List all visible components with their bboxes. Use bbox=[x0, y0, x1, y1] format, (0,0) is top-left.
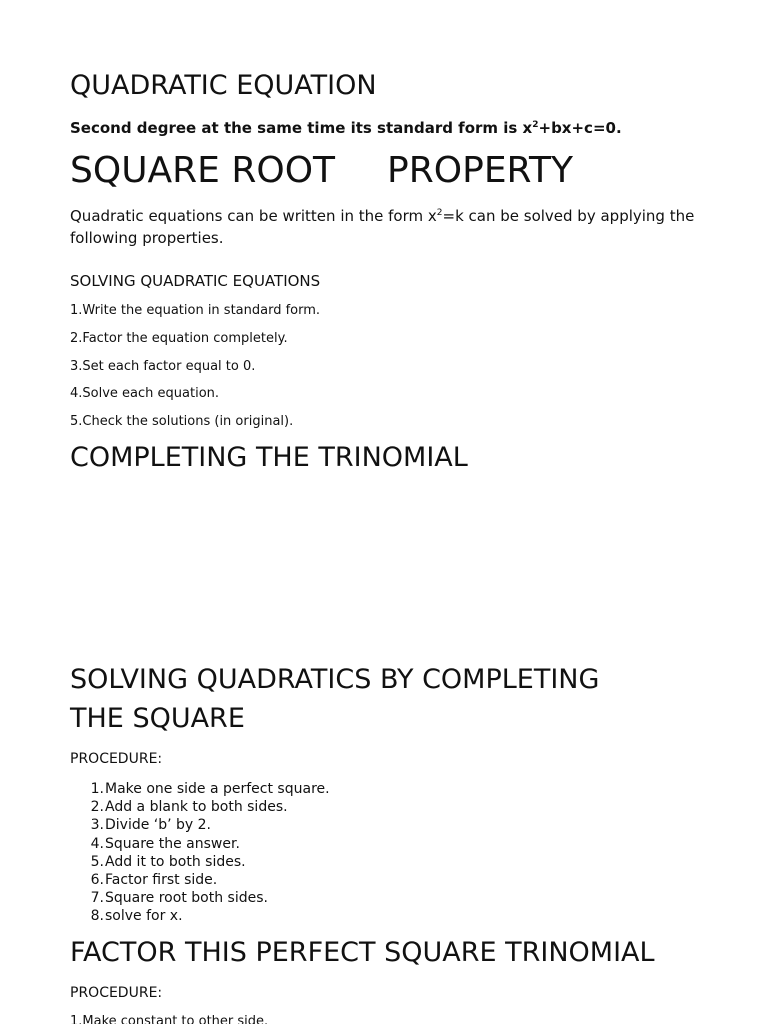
solving-step: 2.Factor the equation completely. bbox=[70, 331, 288, 346]
list-item bbox=[70, 780, 330, 798]
list-item-text: Square the answer. bbox=[105, 835, 240, 852]
factor-procedure-label: PROCEDURE: bbox=[70, 985, 163, 1001]
factor-first-step: 1.Make constant to other side. bbox=[70, 1014, 269, 1024]
solving-step: 4.Solve each equation. bbox=[70, 386, 220, 401]
procedure-label: PROCEDURE: bbox=[70, 751, 163, 767]
list-item bbox=[70, 835, 330, 853]
list-item-number: 1. bbox=[90, 781, 104, 797]
completing-square-heading-line1: SOLVING QUADRATICS BY COMPLETING bbox=[70, 664, 600, 695]
list-item-text: Factor first side. bbox=[105, 872, 218, 889]
square-root-heading-word1: SQUARE ROOT bbox=[70, 150, 336, 191]
completing-trinomial-heading: COMPLETING THE TRINOMIAL bbox=[70, 442, 468, 473]
solving-step: 3.Set each factor equal to 0. bbox=[70, 359, 256, 374]
list-item-number: 8. bbox=[90, 908, 104, 925]
list-item-text: Add a blank to both sides. bbox=[105, 799, 288, 816]
square-root-para-exponent: 2 bbox=[436, 208, 443, 218]
list-item-text: Square root both sides. bbox=[105, 890, 268, 907]
list-item-number: 7. bbox=[90, 890, 104, 907]
list-item-text: solve for x. bbox=[105, 908, 183, 925]
definition-text bbox=[70, 119, 622, 137]
list-item bbox=[70, 889, 330, 907]
list-item-number: 3. bbox=[90, 817, 104, 834]
solving-step: 1.Write the equation in standard form. bbox=[70, 303, 321, 318]
definition-after: +bx+c=0. bbox=[538, 119, 622, 137]
list-item-number: 4. bbox=[90, 835, 104, 852]
square-root-para-before: Quadratic equations can be written in the form x bbox=[70, 207, 437, 225]
square-root-heading-word2: PROPERTY bbox=[387, 150, 573, 191]
list-item-number: 6. bbox=[90, 872, 104, 889]
list-item bbox=[70, 798, 330, 816]
list-item-text: Divide ‘b’ by 2. bbox=[105, 817, 212, 834]
definition-before: Second degree at the same time its standard form is x bbox=[70, 119, 533, 137]
square-root-paragraph bbox=[70, 205, 710, 249]
list-item bbox=[70, 871, 330, 889]
list-item bbox=[70, 907, 330, 925]
list-item bbox=[70, 816, 330, 834]
list-item-text: Make one side a perfect square. bbox=[105, 781, 330, 797]
solving-heading: SOLVING QUADRATIC EQUATIONS bbox=[70, 272, 321, 290]
square-root-heading bbox=[70, 150, 573, 191]
list-item-text: Add it to both sides. bbox=[105, 853, 246, 870]
solving-step: 5.Check the solutions (in original). bbox=[70, 414, 294, 429]
square-root-para-after: =k can be solved by applying the following properties. bbox=[70, 207, 695, 247]
factor-trinomial-heading: FACTOR THIS PERFECT SQUARE TRINOMIAL bbox=[70, 937, 655, 968]
list-item-number: 5. bbox=[90, 853, 104, 870]
completing-square-heading-line2: THE SQUARE bbox=[70, 703, 245, 734]
page-title: QUADRATIC EQUATION bbox=[70, 70, 377, 101]
definition-exponent: 2 bbox=[532, 120, 539, 130]
procedure-list bbox=[70, 780, 330, 926]
list-item-number: 2. bbox=[90, 799, 104, 816]
list-item bbox=[70, 853, 330, 871]
